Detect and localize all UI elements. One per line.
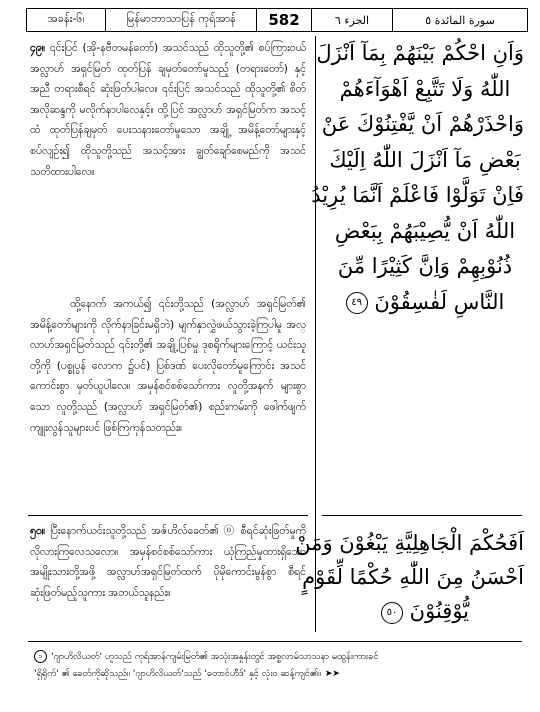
footnote-text-1: 'ဂျာဟိလိယတ်' ဟူသည် ကုရ်အာန်ကျမ်းမြတ်၏ အသုံးအနှုန်းတွင် အစ္စလာမ်သာသနာ မထွန်းကားခင်: [51, 651, 379, 662]
page-number: 582: [256, 9, 312, 31]
footnote: [34, 648, 514, 683]
verse-number-49: ၄၉။: [30, 42, 46, 54]
arabic-verse-50: [295, 526, 524, 628]
footnote-marker: ၁: [34, 650, 47, 663]
verse-number-50: ၅၀။: [30, 525, 46, 537]
page-header: [26, 8, 528, 32]
arabic-line: وَاحْذَرْهُمْ اَنْ يَّفْتِنُوْكَ عَنْ: [321, 112, 524, 136]
translation-paragraph-50: [30, 521, 306, 603]
arabic-line-last: [326, 594, 524, 628]
arabic-line-last: [326, 285, 524, 321]
arabic-line: ذُنُوْبِهِمْ وَاِنَّ كَثِيْرًا مِّنَ: [337, 254, 513, 278]
footnote-line-1: [34, 648, 514, 665]
book-title: မြန်မာဘာသာပြန် ကုရ်အာန်: [126, 12, 236, 25]
translation-text-49: ၎င်းပြင် (အို-နဗီတမန်တော်) အသင်သည် ထိုသူတို့၏ စပ်ကြားဝယ် အလ္လာဟ် အရှင်မြတ် ထုတ်ပြန် ချမှတ်တော်မူသည့် (တရားတော်) နှင့်အညီ တရားစီရင် ဆုံးဖြတ်ပါလေ။ ၎င်းပြင် အသင်သည် ထိုသူတို့၏ စိတ်အလိုဆန္ဒကို မလိုက်နာပါလေနှင့်။ ထို့ပြင် အလ္လာဟ် အရှင်မြတ်က အသင့်ထံ ထုတ်ပြန်ချမှတ် ပေးသနားတော်မူသော အချို့ အမိန့်တော်များနှင့် စပ်လျဉ်း၍ ထိုသူတို့သည် အသင့်အား ချွတ်ချော်စေမည်ကို အသင် သတိထားပါလေ။: [30, 42, 306, 178]
arabic-line: اَفَحُكْمَ الْجَاهِلِيَّةِ يَبْغُوْنَ وَمَنْ: [295, 531, 524, 555]
arabic-verse-49: [311, 36, 524, 320]
chapter-label: အခန်း-၆၊: [27, 9, 106, 31]
footnote-rule: [28, 641, 522, 642]
arabic-line-text: يُّوْقِنُوْنَ: [409, 599, 470, 623]
continue-arrow-icon: ➤➤: [324, 669, 340, 679]
arabic-line: اَحْسَنُ مِنَ اللّٰهِ حُكْمًا لِّقَوْمٍ: [302, 565, 524, 589]
arabic-line: اللّٰهُ اَنْ يُّصِيْبَهُمْ بِبَعْضِ: [334, 218, 516, 243]
arabic-line-text: النَّاسِ لَفٰسِقُوْنَ: [374, 289, 505, 314]
arabic-line: فَاِنْ تَوَلَّوْا فَاعْلَمْ اَنَّمَا يُرِيْدُ: [311, 183, 524, 207]
ayah-marker-49: ٤٩: [346, 292, 368, 314]
verse-separator-right: [322, 515, 522, 516]
arabic-line: وَاَنِ احْكُمْ بَيْنَهُمْ بِمَآ اَنْزَلَ: [316, 41, 524, 65]
footnote-text-2: 'ရှိရိုက်' ၏ ခေတ်ကိုဆိုသည်။ 'ဂျာဟိလိယတ်'သည် 'တောင်ဟီဒ်' နှင့် လုံးဝ ဆန့်ကျင်၏။: [34, 668, 321, 679]
ayah-marker-50: ٥٠: [381, 602, 403, 624]
footnote-line-2: [34, 665, 514, 683]
juz-label: الجزء ٦: [334, 13, 370, 27]
arabic-line: بَعْضِ مَآ اَنْزَلَ اللّٰهُ اِلَيْكَ: [329, 147, 521, 172]
surah-label: سورة المائدة ٥: [392, 9, 527, 31]
arabic-line: اللّٰهُ وَلَا تَتَّبِعْ اَهْوَآءَهُمْ: [339, 76, 511, 101]
translation-paragraph-49-cont: ထို့နောက် အကယ်၍ ၎င်းတို့သည် (အလ္လာဟ် အရှင်မြတ်၏ အမိန့်တော်များကို လိုက်နာခြင်းမရှိဘဲ) မျက်နှာလွှဲဖယ်သွားခဲ့ကြပါမူ အလ္လာဟ်အရှင်မြတ်သည် ၎င်းတို့၏ အချို့ပြစ်မှု ဒုစရိုက်များကြောင့် ယင်းသူတို့ကို (ပစ္စုပ္ပန် လောက ၌ပင်) ပြစ်ဒဏ် ပေးလိုတော်မူကြောင်း အသင် ကောင်းစွာ မှတ်ယူပါလေ။ အမှန်စင်စစ်သော်ကား လူတို့အနက် များစွာသော လူတို့သည် (အလ္လာဟ် အရှင်မြတ်၏) စည်းကမ်းကို ဖေါက်ဖျက်ကျူးလွန်သူများပင် ဖြစ်ကြကုန်သတည်း။: [30, 298, 306, 434]
translation-paragraph-49: [30, 38, 306, 182]
translation-text-50: ပြီးနောက်ယင်းသူတို့သည် အဇ်ဟိလ်ခေတ်၏ ⓞ စီရင်ဆုံးဖြတ်မှုကို လိုလားကြလေသလော။ အမှန်စင်စစ်သော်ကား ယုံကြည်မှုထားရှိသော အမျိုးသားတို့အဖို့ အလ္လာဟ်အရှင်မြတ်ထက် ပိုမိုကောင်းမွန်စွာ စီရင်ဆုံးဖြတ်မည့်သူကား အဘယ်သူနည်း။: [30, 525, 306, 599]
verse-separator-left: [28, 515, 308, 516]
